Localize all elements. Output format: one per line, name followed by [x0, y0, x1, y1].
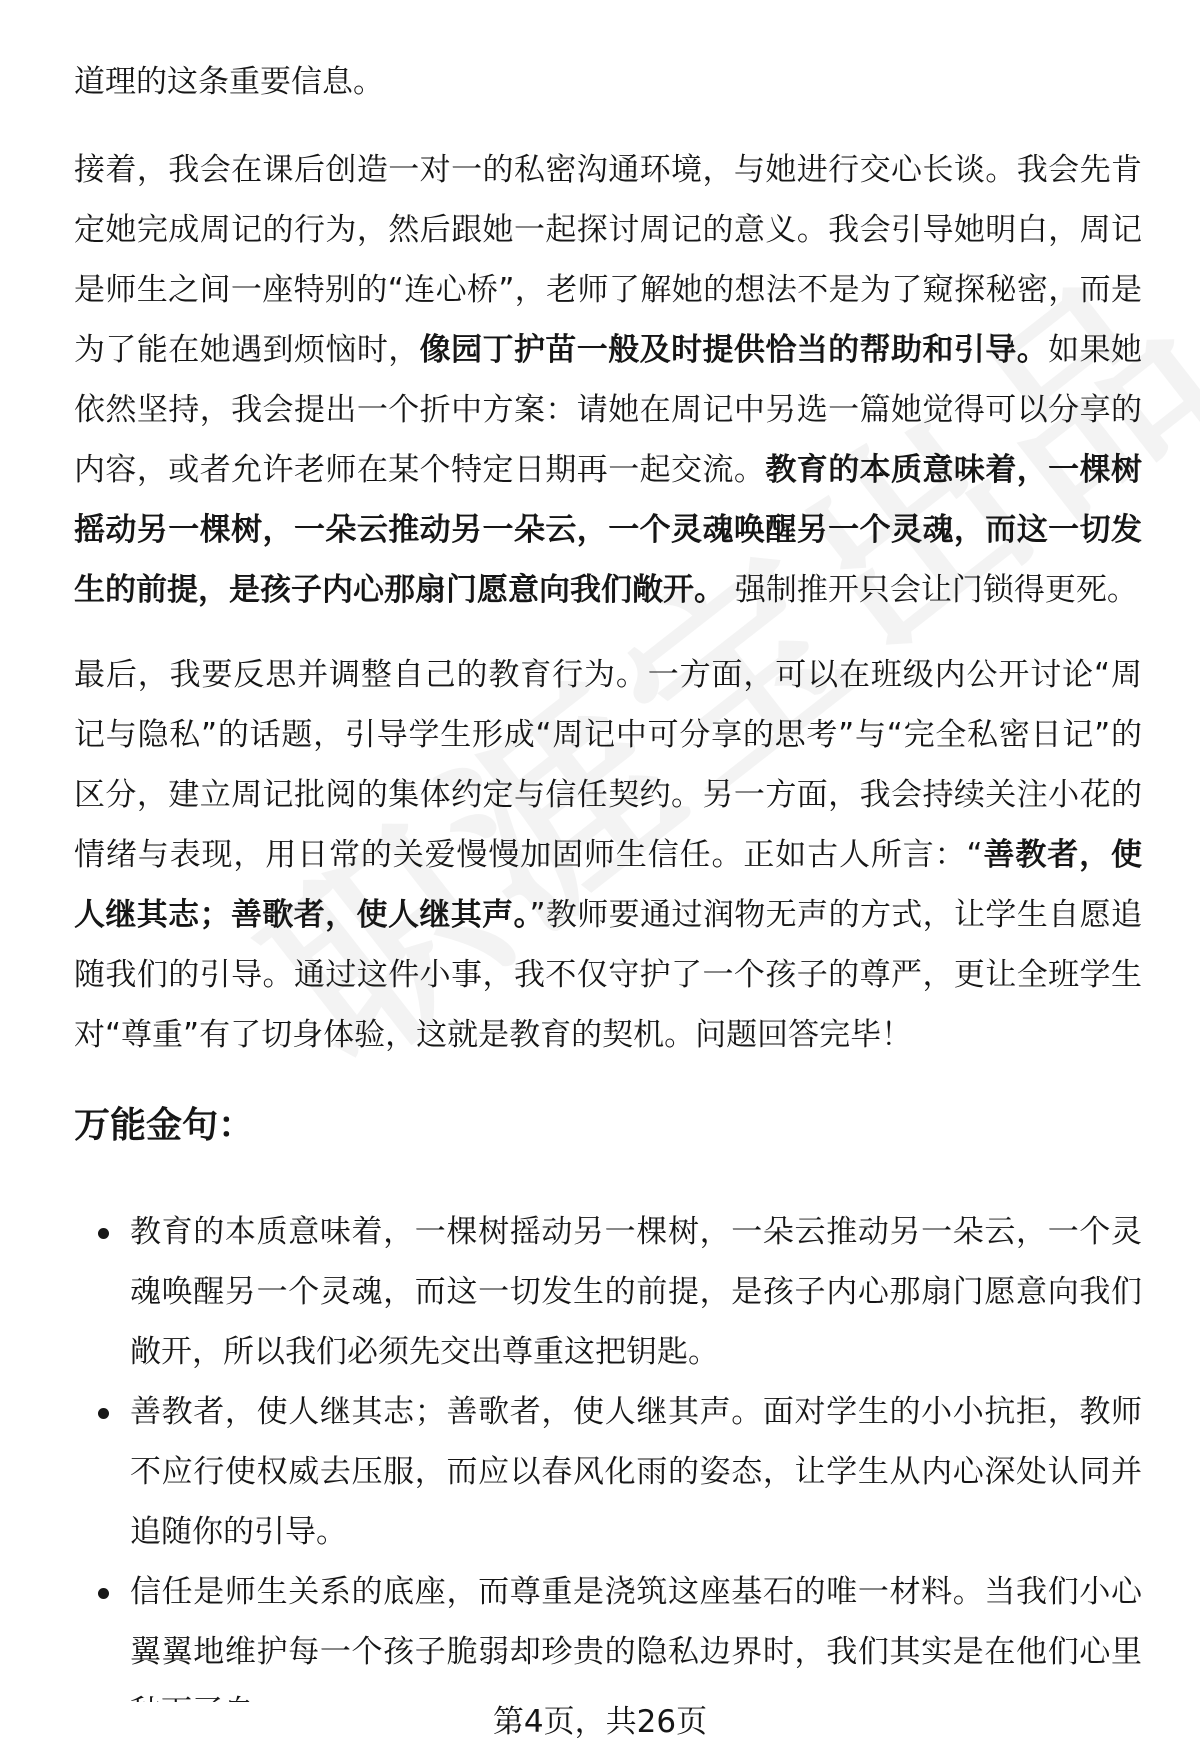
bullet-item: 信任是师生关系的底座，而尊重是浇筑这座基石的唯一材料。当我们小心翼翼地维护每一个孩子脆弱却珍贵的隐私边界时，我们其实是在他们心里 [130, 1574, 1142, 1670]
text-run: 最后，我要反思并调整自己的教育行为。一方面，可以在班级内公开讨论“周记与隐私”的话题，引导学生形成“周记中可分享的思考”与“完全私密日记”的区分，建立周记批阅的集体约定与信任契约。另一方面，我会持续关注小花的情绪与表现，用日常的关爱慢慢加固师生信任。正如古人所言：“ [74, 657, 1142, 873]
page-number: 第4页，共26页 [0, 1702, 1200, 1742]
bullet-item: 善教者，使人继其志；善歌者，使人继其声。面对学生的小小抗拒，教师不应行使权威去压服，而应以春风化雨的姿态，让学生从内心深处认同并追随你的引导。 [130, 1394, 1142, 1550]
section-heading: 万能金句： [74, 1105, 255, 1146]
bullet-item: 教育的本质意味着，一棵树摇动另一棵树，一朵云推动另一朵云，一个灵魂唤醒另一个灵魂，而这一切发生的前提，是孩子内心那扇门愿意向我们敞开，所以我们必须先交出尊重这把钥匙。 [130, 1214, 1142, 1370]
bold-quote: 善教者，使人继其志；善歌者，使人继其声。 [74, 837, 1143, 933]
text-run: ”教师要通过润物无声的方式，让学生自愿追随我们的引导。通过这件小事，我不仅守护了一个孩子的尊严，更让全班学生对“尊重”有了切身体验，这就是教育的契机。问题回答完毕！ [74, 897, 1143, 1053]
paragraph-reflection [74, 645, 1142, 1065]
bold-phrase: 像园丁护苗一般及时提供恰当的帮助和引导。 [419, 332, 1049, 368]
text-run: 如果她依然坚持，我会提出一个折中方案：请她在周记中另选一篇她觉得可以分享的内容，或者允许老师在某个特定日期再一起交流。 [74, 332, 1143, 488]
text-run: 强制推开只会让门锁得更死。 [725, 572, 1138, 608]
paragraph-next-steps [74, 140, 1142, 620]
text-run: 道理的这条重要信息。 [74, 64, 384, 100]
text-run: 接着，我会在课后创造一对一的私密沟通环境，与她进行交心长谈。我会先肯定她完成周记的行为，然后跟她一起探讨周记的意义。我会引导她明白，周记是师生之间一座特别的“连心桥”，老师了解她的想法不是为了窥探秘密，而是为了能在她遇到烦恼时， [74, 152, 1142, 368]
bullet-dot-icon [98, 1588, 109, 1599]
paragraph-continuation [74, 52, 1142, 112]
bold-phrase: 教育的本质意味着，一棵树摇动另一棵树，一朵云推动另一朵云，一个灵魂唤醒另一个灵魂，而这一切发生的前提，是孩子内心那扇门愿意向我们敞开。 [74, 452, 1143, 608]
bullet-dot-icon [98, 1228, 109, 1239]
bullet-dot-icon [98, 1408, 109, 1419]
